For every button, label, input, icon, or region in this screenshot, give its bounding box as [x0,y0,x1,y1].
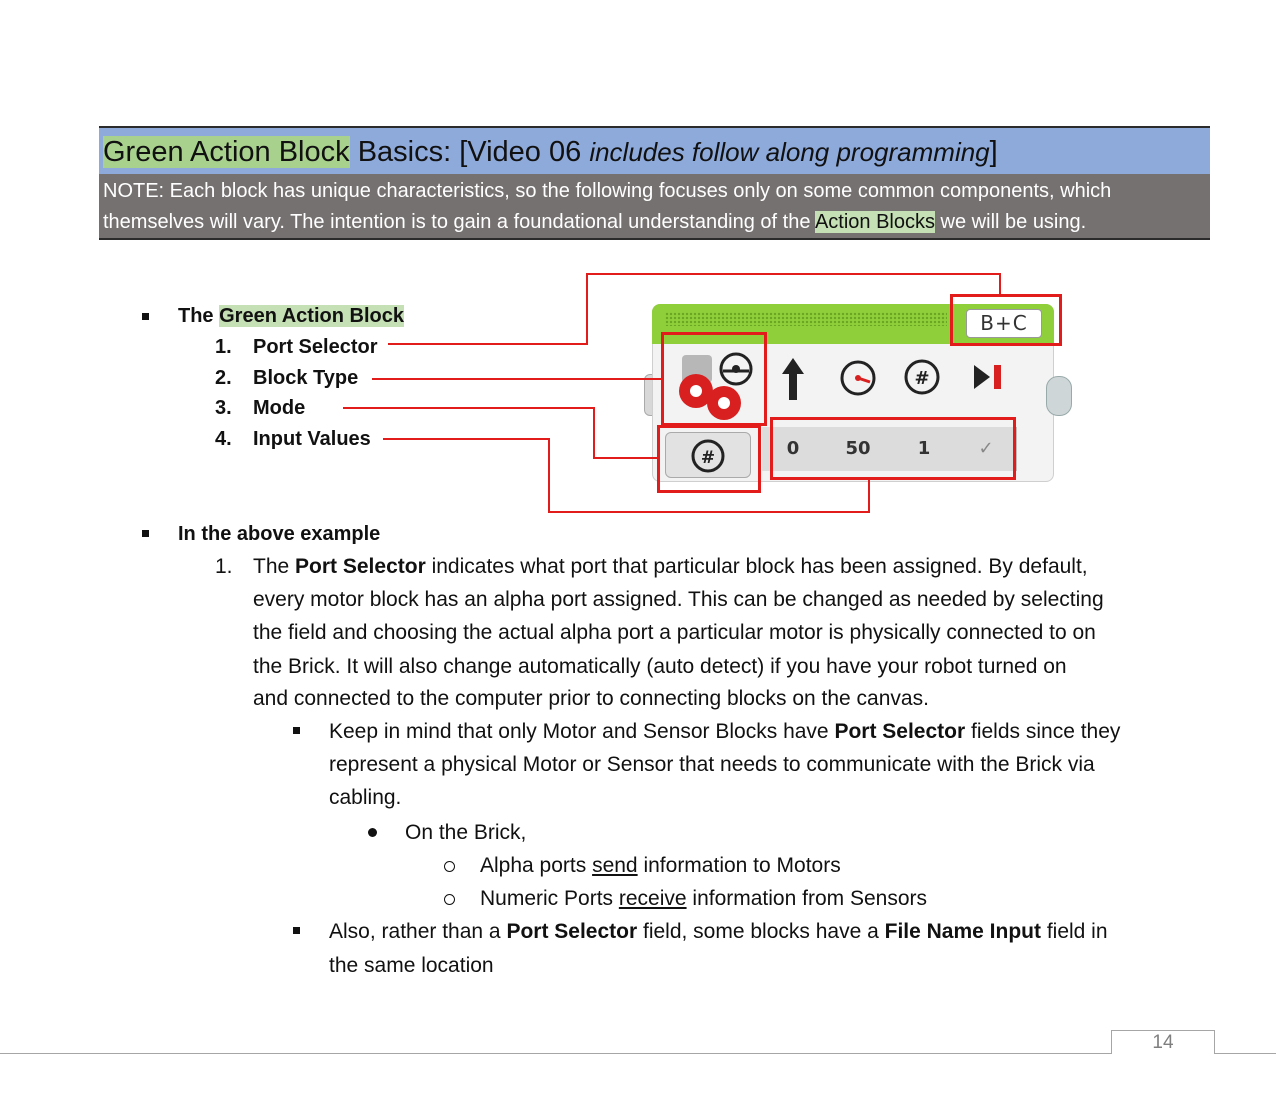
bullet-square [142,313,149,320]
text-span: indicates what port that particular block has been assigned. By default, [425,555,1088,578]
heading-highlight: Green Action Block [219,305,404,327]
note-highlight: Action Blocks [814,211,935,233]
footer-rule [0,1053,1276,1054]
text-span: information to Motors [637,854,841,877]
sub-bullet-2-line-2: the same location [329,954,494,977]
example-paragraph-line-5: and connected to the computer prior to connecting blocks on the canvas. [253,687,929,710]
green-block-heading [178,303,404,329]
text-span: Keep in mind that only Motor and Sensor Blocks have [329,720,835,743]
bullet-circle [444,894,455,905]
text-span: Alpha ports [480,854,593,877]
line-block-type [372,378,662,380]
line-port-selector [388,343,588,345]
port-selector-chip[interactable]: B+C [966,309,1042,338]
example-paragraph-line-3: the field and choosing the actual alpha port a particular motor is physically connected to on [253,621,1096,644]
text-span: field, some blocks have a [637,920,885,943]
block-output-connector [1046,376,1072,416]
list-item-mode: Mode [253,397,306,419]
input-values-callout [770,417,1016,480]
list-number: 4. [215,428,232,450]
text-underlined: send [592,854,638,877]
svg-text:#: # [700,448,716,468]
input-rotations[interactable]: 1 [892,427,957,471]
port-selector-callout [950,294,1062,346]
title-basics: Basics: [349,136,452,168]
input-power[interactable]: 0 [762,427,825,471]
speedometer-icon [834,358,884,398]
example-paragraph-line-4: the Brick. It will also change automatically (auto detect) if you have your robot turned on [253,655,1067,678]
block-type-callout [661,332,767,426]
note-bar [99,174,1210,240]
page-number: 14 [1152,1032,1174,1053]
circle-item-1 [480,852,841,880]
input-steering[interactable]: 50 [824,427,893,471]
input-brake-checkmark[interactable]: ✓ [956,427,1017,471]
title-highlight: Green Action Block [103,136,350,168]
list-item-port-selector: Port Selector [253,336,378,358]
title-italic: includes follow along programming [589,137,990,167]
sub-bullet-1-line-3: cabling. [329,786,402,809]
line-input-values [548,438,550,513]
line-port-selector [999,273,1001,296]
text-bold: Port Selector [295,555,426,578]
note-line-1: NOTE: Each block has unique characteristics, so the following focuses only on some common components, which [103,180,1112,202]
text-bold: Port Selector [834,720,966,743]
line-input-values [383,438,550,440]
sub-bullet-1-line-2: represent a physical Motor or Sensor that needs to communicate with the Brick via [329,753,1095,776]
sub-bullet-2-line-1 [329,918,1108,946]
note-line-2 [103,208,1086,236]
note-line-2-prefix: themselves will vary. The intention is to gain a foundational understanding of the [103,211,815,233]
list-number: 1. [215,336,232,358]
list-number: 2. [215,367,232,389]
bullet-square [293,927,300,934]
example-heading: In the above example [178,523,381,545]
circle-item-2 [480,885,927,913]
bullet-square [142,530,149,537]
text-span: information from Sensors [686,887,927,910]
bullet-circle [444,861,455,872]
title-bar [99,126,1210,174]
arrow-up-icon [780,356,806,402]
line-input-values [868,480,870,513]
line-mode [343,407,595,409]
sub-bullet-1-line-1 [329,718,1120,746]
text-underlined: receive [618,887,687,910]
mode-callout [657,425,761,493]
example-paragraph-line-1 [253,553,1088,581]
note-line-2-suffix: we will be using. [935,211,1087,233]
text-span: fields since they [965,720,1121,743]
bullet-square [293,727,300,734]
title-close: ] [989,136,998,168]
line-mode [593,407,595,459]
bullet-dot [368,828,377,837]
list-item-input-values: Input Values [253,428,371,450]
dot-item: On the Brick, [405,821,527,844]
block-grip-pattern [665,312,947,326]
example-paragraph-line-2: every motor block has an alpha port assigned. This can be changed as needed by selecting [253,588,1104,611]
text-span: Numeric Ports [480,887,619,910]
rotations-icon [898,356,946,398]
text-span: Also, rather than a [329,920,507,943]
title-video: [Video 06 [451,136,590,168]
text-span: field in [1040,920,1108,943]
text-span: The [253,555,296,578]
line-port-selector [586,273,588,345]
heading-prefix: The [178,305,220,327]
page-title [103,134,998,170]
list-item-block-type: Block Type [253,367,359,389]
brake-icon [972,362,1006,392]
line-mode [593,457,659,459]
text-bold: File Name Input [884,920,1041,943]
svg-text:#: # [914,368,930,389]
line-input-values [548,511,870,513]
list-number: 3. [215,397,232,419]
example-number: 1. [215,555,233,578]
text-bold: Port Selector [506,920,638,943]
line-port-selector [586,273,1001,275]
